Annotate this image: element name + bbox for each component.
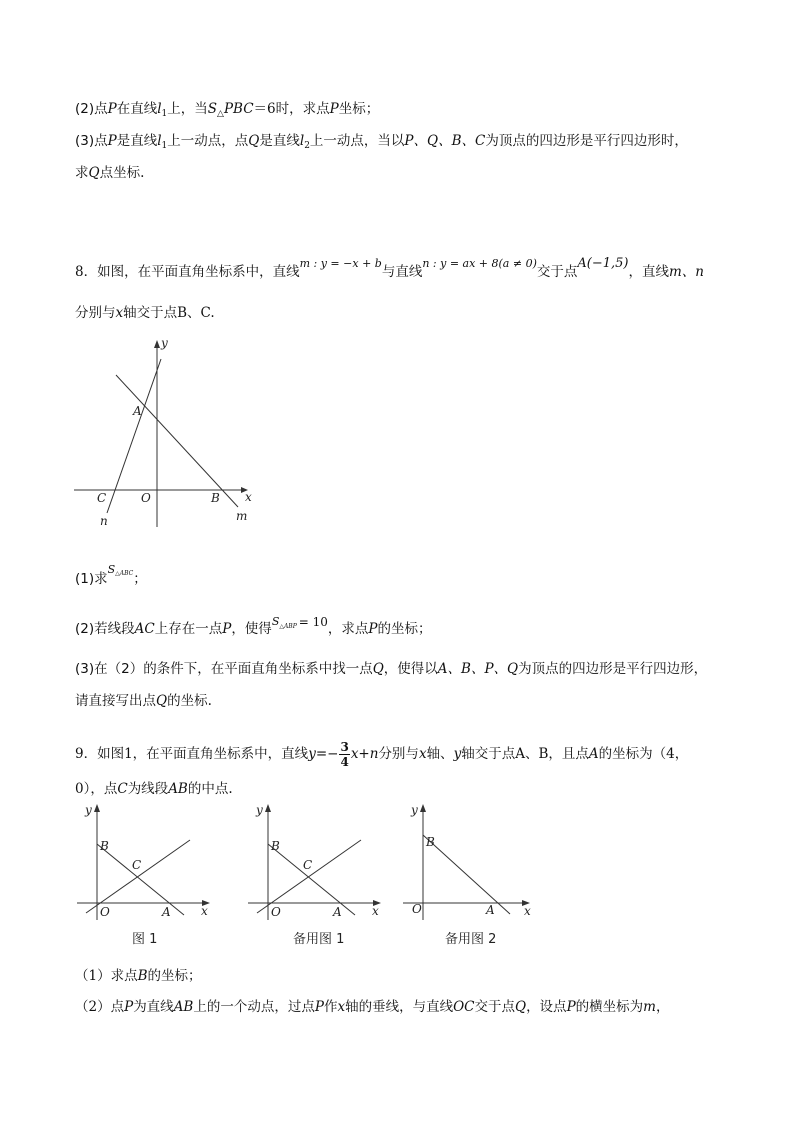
q8-part3	[75, 659, 707, 679]
label-c: C	[97, 491, 107, 505]
text: 轴、	[426, 746, 454, 762]
math-var: m	[643, 999, 656, 1015]
q7-part3-cont	[75, 163, 144, 183]
label-y: y	[85, 803, 92, 817]
text: 的坐标；	[147, 968, 202, 984]
text: B、C	[177, 305, 211, 321]
text: ，	[655, 999, 670, 1015]
text: 在直线	[116, 101, 158, 117]
label-n: n	[100, 514, 108, 528]
text: (2)若线段	[75, 621, 135, 637]
text: =−	[315, 746, 339, 762]
math-var: x	[337, 999, 346, 1015]
subscript: △	[217, 109, 224, 119]
math-var: m、n	[668, 264, 704, 280]
text: 为线段	[127, 781, 169, 797]
text: ＝6时，求点	[253, 101, 330, 117]
text: ，直线	[628, 264, 669, 280]
q9-figure-backup-2	[398, 800, 548, 950]
q8-part3-cont	[75, 691, 212, 711]
math-var: P	[368, 621, 378, 637]
label-c: C	[303, 858, 313, 872]
q8-figure	[70, 335, 270, 535]
label-x: x	[201, 904, 208, 918]
equation-m: m : y = −x + b	[299, 257, 382, 270]
figure-caption: 图 1	[132, 932, 158, 947]
text: 上，当	[167, 101, 208, 117]
text: 分别与	[378, 746, 419, 762]
q8-intro	[75, 256, 704, 283]
text: 点坐标.	[99, 165, 145, 181]
math-var: AB	[173, 999, 194, 1015]
text: 上一动点，当以	[309, 133, 405, 149]
label-m: m	[236, 509, 248, 523]
text: （2）点	[75, 999, 125, 1015]
math-var: Q	[372, 661, 384, 677]
q9-part2	[75, 997, 669, 1017]
label-x: x	[524, 904, 531, 918]
figure-caption: 备用图 2	[445, 932, 497, 947]
text: 的坐标.	[167, 693, 212, 709]
subscript: 1	[161, 109, 168, 119]
text: 与直线	[381, 264, 423, 280]
label-b: B	[211, 491, 220, 505]
text: .	[210, 305, 215, 321]
math-var: l	[157, 133, 162, 149]
math-var: C	[117, 781, 128, 797]
equation: = 10	[298, 615, 328, 629]
math-var: y	[453, 746, 462, 762]
figure-caption: 备用图 1	[293, 932, 345, 947]
text: 0），点	[75, 781, 118, 797]
q9-part1	[75, 966, 202, 986]
text: 轴交于点	[461, 746, 516, 762]
text: 上的一个动点，过点	[193, 999, 315, 1015]
line-ab	[97, 844, 184, 915]
text: 请直接写出点	[75, 693, 156, 709]
math-var: S	[207, 101, 218, 117]
q9-figure-1	[72, 800, 222, 950]
q8-part2	[75, 615, 432, 642]
text: 为直线	[133, 999, 174, 1015]
text: A、B	[515, 746, 549, 762]
math-var: Q	[248, 133, 260, 149]
subscript: △ABP	[279, 623, 297, 630]
text: 的中点.	[187, 781, 233, 797]
math-var: PBC	[223, 101, 254, 117]
math-var: A、B、P、Q	[437, 661, 519, 677]
line-ab	[423, 835, 510, 914]
text: ，设点	[526, 999, 567, 1015]
text: 轴交于点	[123, 305, 178, 321]
text: 9．如图1，在平面直角坐标系中，直线	[75, 746, 309, 762]
label-a: A	[162, 905, 171, 919]
math-var: x	[115, 305, 124, 321]
text: 8．如图，在平面直角坐标系中，直线	[75, 264, 300, 280]
denominator: 4	[340, 755, 349, 769]
q9-intro	[75, 736, 688, 772]
line-ab	[268, 844, 355, 915]
math-var: P	[222, 621, 232, 637]
text: 是直线	[259, 133, 300, 149]
q7-part2	[75, 99, 379, 124]
text: 的坐标；	[377, 621, 432, 637]
text: (2)点	[75, 101, 108, 117]
subscript: △ABC	[115, 570, 134, 577]
text: ；	[133, 571, 147, 587]
line-m	[116, 375, 238, 507]
math-var: P	[107, 133, 117, 149]
text: 分别与	[75, 305, 116, 321]
q8-part1	[75, 563, 147, 592]
q8-intro-cont	[75, 303, 215, 323]
text: （1）求点	[75, 968, 138, 984]
text: 交于点	[536, 264, 578, 280]
label-b: B	[100, 839, 109, 853]
label-o: O	[271, 905, 281, 919]
label-o: O	[412, 902, 422, 916]
y-axis-arrow-icon	[154, 340, 160, 348]
math-var: x+n	[350, 746, 379, 762]
label-x: x	[245, 490, 252, 504]
math-var: l	[157, 101, 162, 117]
y-axis-arrow-icon	[94, 804, 100, 812]
label-a: A	[333, 905, 342, 919]
math-var: P	[566, 999, 576, 1015]
text: ，求点	[327, 621, 369, 637]
math-var: A	[588, 746, 599, 762]
math-var: P	[314, 999, 324, 1015]
label-y: y	[161, 336, 168, 350]
label-a: A	[486, 903, 495, 917]
point-a: A(−1,5)	[577, 256, 629, 271]
math-var: Q	[514, 999, 527, 1015]
label-y: y	[411, 803, 418, 817]
q9-intro-cont	[75, 779, 233, 799]
y-axis-arrow-icon	[420, 804, 426, 812]
math-var: P	[329, 101, 339, 117]
text: 为顶点的四边形是平行四边形时，	[485, 133, 688, 149]
math-var: S	[107, 563, 116, 576]
subscript: 1	[161, 141, 168, 151]
math-var: S	[271, 615, 280, 628]
text: 的横坐标为	[575, 999, 644, 1015]
text: (3)在（2）的条件下，在平面直角坐标系中找一点	[75, 661, 373, 677]
text: 的坐标为（4，	[598, 746, 689, 762]
text: ，且点	[548, 746, 589, 762]
text: 上一动点，点	[167, 133, 249, 149]
math-var: Q	[156, 693, 168, 709]
label-x: x	[372, 904, 379, 918]
label-c: C	[132, 858, 142, 872]
math-var: Q	[88, 165, 100, 181]
q9-figure-backup-1	[243, 800, 393, 950]
math-var: P	[107, 101, 117, 117]
y-axis-arrow-icon	[265, 804, 271, 812]
text: (1)求	[75, 571, 108, 587]
label-a: A	[133, 404, 142, 418]
text: 作	[323, 999, 338, 1015]
math-var: AB	[168, 781, 188, 797]
numerator: 3	[340, 740, 349, 754]
text: 为顶点的四边形是平行四边形，	[518, 661, 708, 677]
label-y: y	[256, 803, 263, 817]
q7-part3	[75, 131, 688, 156]
text: 上存在一点	[154, 621, 223, 637]
math-var: x	[418, 746, 427, 762]
text: (3)点	[75, 133, 108, 149]
text: ，使得	[231, 621, 272, 637]
math-var: l	[299, 133, 305, 149]
equation-n: n : y = ax + 8(a ≠ 0)	[422, 257, 537, 270]
text: ，使得以	[383, 661, 438, 677]
text: 求	[75, 165, 89, 181]
math-var: P、Q、B、C	[404, 133, 486, 149]
math-var: P	[124, 999, 134, 1015]
math-var: AC	[134, 621, 155, 637]
subscript: 2	[304, 141, 310, 151]
math-var: B	[137, 968, 148, 984]
label-o: O	[100, 905, 110, 919]
text: 坐标；	[338, 101, 380, 117]
label-o: O	[141, 491, 151, 505]
math-var: y	[308, 746, 316, 762]
text: 交于点	[474, 999, 515, 1015]
math-var: OC	[453, 999, 475, 1015]
fraction	[339, 740, 349, 769]
label-b: B	[426, 835, 435, 849]
text: 是直线	[116, 133, 158, 149]
text: 轴的垂线，与直线	[345, 999, 454, 1015]
label-b: B	[271, 839, 280, 853]
